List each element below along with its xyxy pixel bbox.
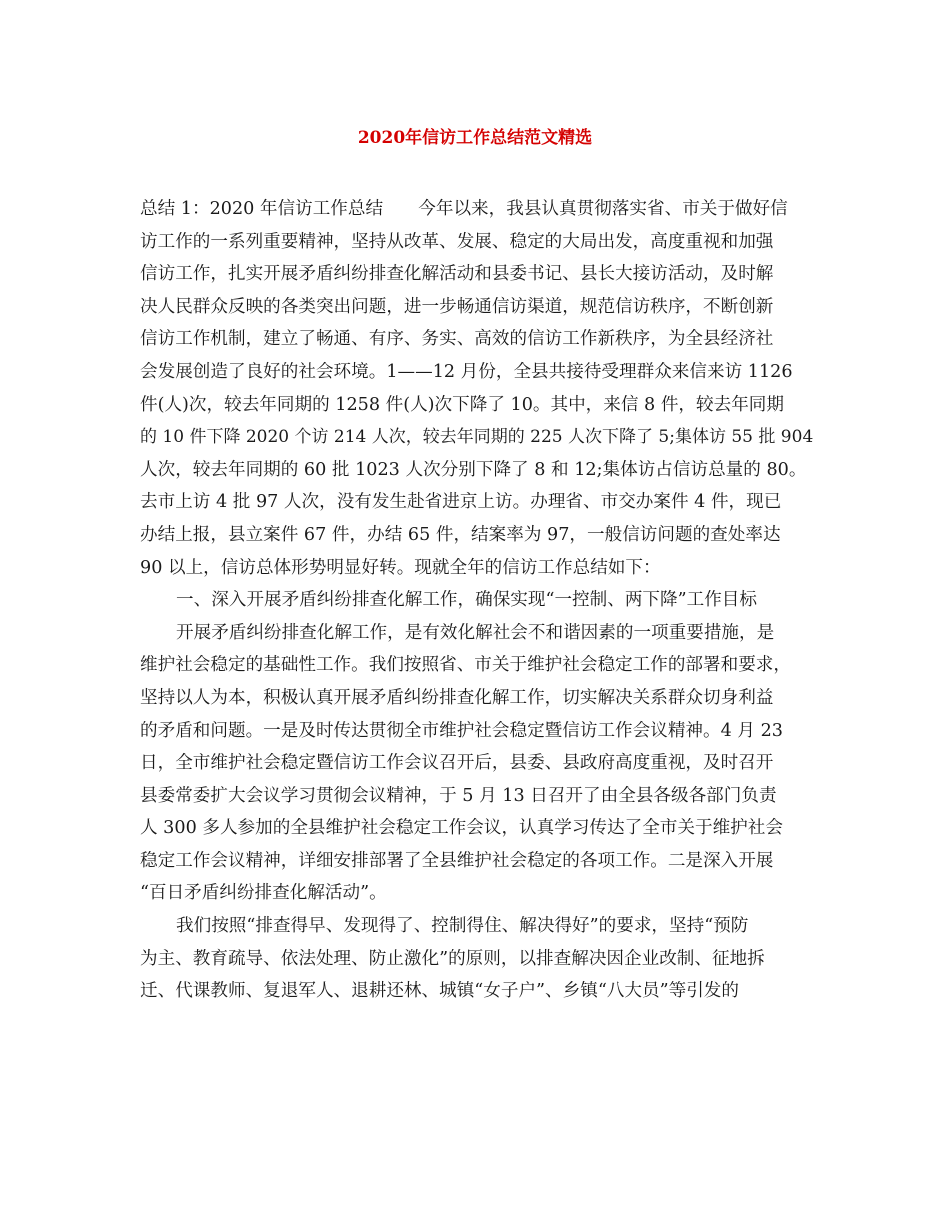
body-line: 办结上报，县立案件 67 件，办结 65 件，结案率为 97，一般信访问题的查处率达 — [140, 524, 781, 545]
body-line: 人 300 多人参加的全县维护社会稳定工作会议，认真学习传达了全市关于维护社会 — [140, 818, 783, 839]
body-line: 信访工作机制，建立了畅通、有序、务实、高效的信访工作新秩序，为全县经济社 — [140, 329, 774, 350]
body-line: 信访工作，扎实开展矛盾纠纷排查化解活动和县委书记、县长大接访活动，及时解 — [140, 264, 774, 285]
body-line: 我们按照“排查得早、发现得了、控制得住、解决得好”的要求，坚持“预防 — [176, 916, 749, 937]
body-line: 决人民群众反映的各类突出问题，进一步畅通信访渠道，规范信访秩序，不断创新 — [140, 296, 774, 317]
document-title: 2020年信访工作总结范文精选 — [357, 128, 593, 148]
body-line: 人次，较去年同期的 60 批 1023 人次分别下降了 8 和 12;集体访占信访总量的 80。 — [140, 459, 807, 480]
document-body — [140, 196, 820, 1011]
body-line: 90 以上，信访总体形势明显好转。现就全年的信访工作总结如下： — [140, 557, 661, 578]
body-line: 去市上访 4 批 97 人次，没有发生赴省进京上访。办理省、市交办案件 4 件，现已 — [140, 492, 782, 513]
body-line: 维护社会稳定的基础性工作。我们按照省、市关于维护社会稳定工作的部署和要求， — [140, 655, 791, 676]
body-line: 的矛盾和问题。一是及时传达贯彻全市维护社会稳定暨信访工作会议精神。4 月 23 — [140, 720, 783, 741]
body-line: 的 10 件下降 2020 个访 214 人次，较去年同期的 225 人次下降了 5;集体访 55 批 904 — [140, 427, 814, 448]
body-line: 稳定工作会议精神，详细安排部署了全县维护社会稳定的各项工作。二是深入开展 — [140, 850, 774, 871]
body-line: 为主、教育疏导、依法处理、防止激化”的原则，以排查解决因企业改制、征地拆 — [140, 948, 765, 969]
body-line: “百日矛盾纠纷排查化解活动”。 — [140, 883, 387, 904]
body-line: 坚持以人为本，积极认真开展矛盾纠纷排查化解工作，切实解决关系群众切身利益 — [140, 687, 774, 708]
body-line: 县委常委扩大会议学习贯彻会议精神，于 5 月 13 日召开了由全县各级各部门负责 — [140, 785, 777, 806]
body-line: 日，全市维护社会稳定暨信访工作会议召开后，县委、县政府高度重视，及时召开 — [140, 753, 774, 774]
body-line: 开展矛盾纠纷排查化解工作，是有效化解社会不和谐因素的一项重要措施，是 — [176, 622, 775, 643]
body-line: 会发展创造了良好的社会环境。1——12 月份，全县共接待受理群众来信来访 1126 — [140, 361, 793, 382]
body-line: 件(人)次，较去年同期的 1258 件(人)次下降了 10。其中，来信 8 件，较去年同期 — [140, 394, 784, 415]
body-line: 一、深入开展矛盾纠纷排查化解工作，确保实现“一控制、两下降”工作目标 — [176, 590, 757, 611]
body-line: 迁、代课教师、复退军人、退耕还林、城镇“女子户”、乡镇“八大员”等引发的 — [140, 981, 739, 1002]
body-line: 总结 1：2020 年信访工作总结 今年以来，我县认真贯彻落实省、市关于做好信 — [140, 199, 788, 219]
body-line: 访工作的一系列重要精神，坚持从改革、发展、稳定的大局出发，高度重视和加强 — [140, 231, 774, 252]
